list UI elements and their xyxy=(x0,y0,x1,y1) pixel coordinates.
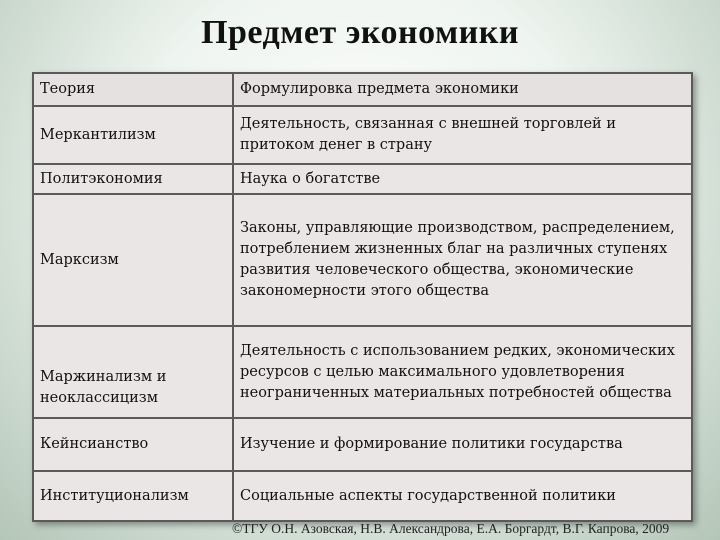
table-row xyxy=(33,194,692,326)
theory-cell: Маржинализм и неоклассицизм xyxy=(33,326,233,418)
slide-title: Предмет экономики xyxy=(201,14,519,51)
table-row xyxy=(33,164,692,194)
subject-cell: Наука о богатстве xyxy=(233,164,692,194)
subject-cell: Деятельность, связанная с внешней торговлей и притоком денег в страну xyxy=(233,106,692,164)
table-header-row xyxy=(33,73,692,106)
economics-subject-table xyxy=(32,72,693,522)
table-row xyxy=(33,326,692,418)
theory-cell: Институционализм xyxy=(33,471,233,521)
subject-cell: Деятельность с использованием редких, экономических ресурсов с целью максимального удовлетворения неограниченных материальных потребностей общества xyxy=(233,326,692,418)
table-row xyxy=(33,471,692,521)
header-theory: Теория xyxy=(33,73,233,106)
theory-cell: Политэкономия xyxy=(33,164,233,194)
theory-cell: Кейнсианство xyxy=(33,418,233,471)
subject-cell: Изучение и формирование политики государства xyxy=(233,418,692,471)
header-subject: Формулировка предмета экономики xyxy=(233,73,692,106)
table-row xyxy=(33,106,692,164)
subject-cell: Социальные аспекты государственной политики xyxy=(233,471,692,521)
subject-cell: Законы, управляющие производством, распределением, потреблением жизненных благ на различных ступенях развития человеческого общества, экономические закономерности этого общества xyxy=(233,194,692,326)
copyright-footer: ©ТГУ О.Н. Азовская, Н.В. Александрова, Е.А. Боргардт, В.Г. Капрова, 2009 xyxy=(232,521,670,536)
table-row xyxy=(33,418,692,471)
theory-cell: Меркантилизм xyxy=(33,106,233,164)
theory-cell: Марксизм xyxy=(33,194,233,326)
